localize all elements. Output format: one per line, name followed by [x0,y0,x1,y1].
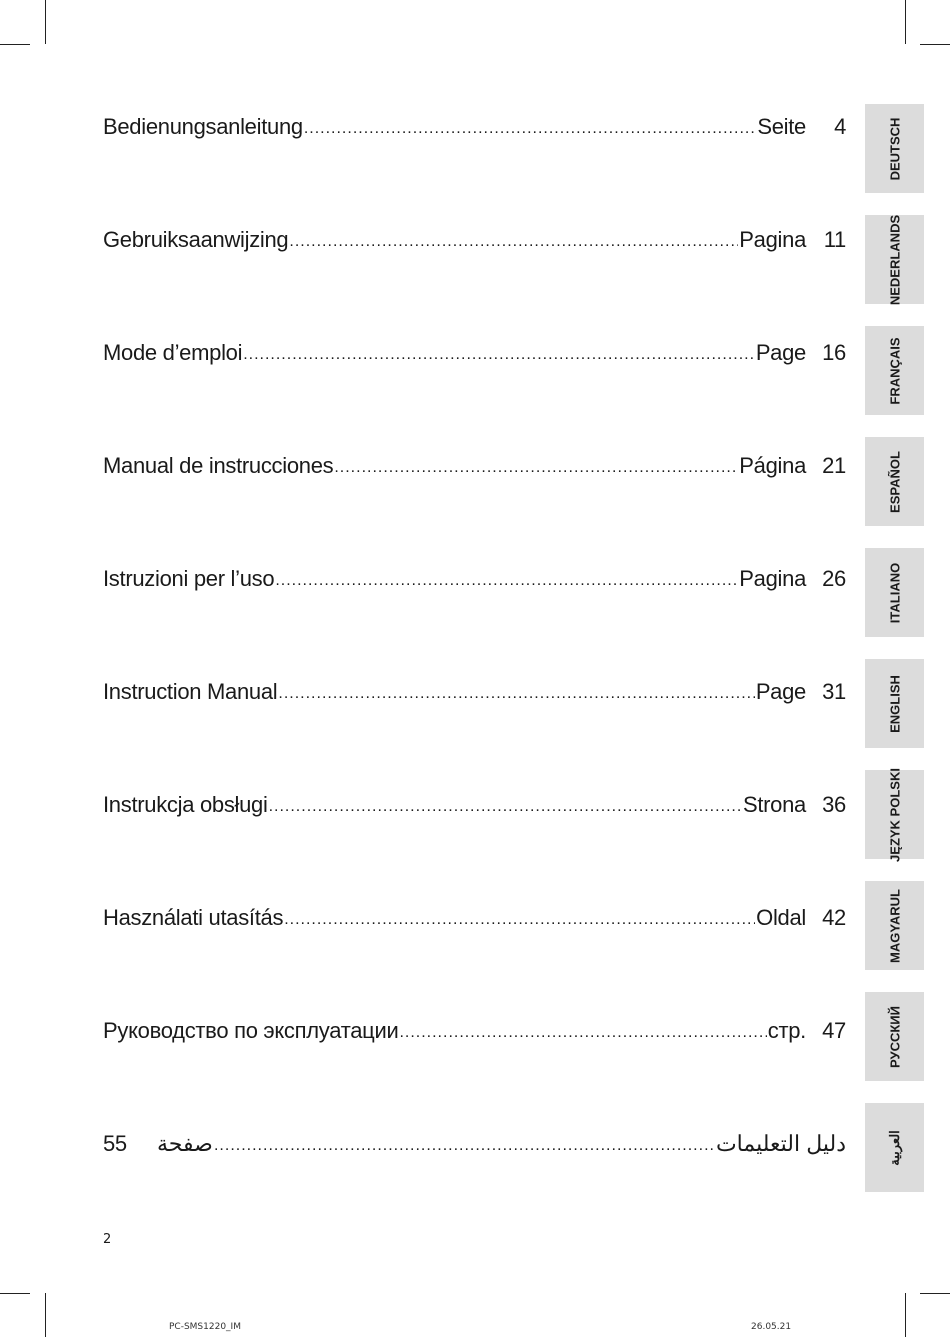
tab-label: NEDERLANDS [887,214,902,305]
language-tab-arabic[interactable] [865,1103,924,1192]
dot-leader [334,457,738,479]
crop-mark [920,44,950,45]
toc-entry-deutsch[interactable] [103,106,846,140]
crop-mark [920,1293,950,1294]
tab-label: MAGYARUL [887,888,902,963]
tab-label: العربية [886,1129,902,1166]
toc-entry-italiano[interactable] [103,558,846,592]
crop-mark [905,1293,906,1337]
toc-entry-english[interactable] [103,671,846,705]
toc-page-number: 31 [822,679,846,704]
dot-leader [269,796,742,818]
toc-title: دليل التعليمات [715,1131,846,1156]
tab-label: ITALIANO [887,562,902,623]
language-tab-espanol[interactable] [865,437,924,526]
toc-entry-espanol[interactable] [103,445,846,479]
crop-mark [0,44,30,45]
toc-title: Mode d’emploi [103,340,243,365]
toc-page-number: 36 [822,792,846,817]
tab-label: РУССКИЙ [887,1005,902,1068]
toc-title: Руководство по эксплуатации [103,1018,399,1043]
toc-entry-arabic[interactable] [103,1123,846,1157]
dot-leader [304,118,757,140]
toc-page-number: 16 [822,340,846,365]
language-tab-francais[interactable] [865,326,924,415]
toc-page-number: 21 [822,453,846,478]
language-tab-italiano[interactable] [865,548,924,637]
toc-title: Instruction Manual [103,679,278,704]
dot-leader [278,683,754,705]
toc-page-label: Oldal [756,905,806,930]
toc-entry-francais[interactable] [103,332,846,366]
toc-entry-nederlands[interactable] [103,219,846,253]
toc-page-label: صفحة [157,1131,213,1156]
dot-leader [289,231,738,253]
language-tab-english[interactable] [865,659,924,748]
tab-label: FRANÇAIS [887,336,902,405]
language-tab-russkiy[interactable] [865,992,924,1081]
toc-page-number: 55 [103,1131,127,1156]
toc-title: Használati utasítás [103,905,284,930]
toc-title: Instrukcja obsługi [103,792,268,817]
dot-leader [275,570,738,592]
print-date: 26.05.21 [751,1322,792,1332]
toc-page-label: стр. [767,1018,806,1043]
toc-page-label: Page [755,340,806,365]
language-tab-magyarul[interactable] [865,881,924,970]
document-code: PC-SMS1220_IM [169,1322,241,1332]
toc-title: Bedienungsanleitung [103,114,303,139]
page-number: 2 [103,1232,112,1247]
crop-mark [45,0,46,44]
dot-leader [243,344,755,366]
toc-page-label: Pagina [739,566,806,591]
toc-page-label: Página [739,453,806,478]
toc-entry-russkiy[interactable] [103,1010,846,1044]
tab-label: JĘZYK POLSKI [887,767,902,862]
tab-label: DEUTSCH [887,117,902,180]
toc-page-label: Page [755,679,806,704]
toc-title: Manual de instrucciones [103,453,334,478]
tab-label: ESPAÑOL [887,450,902,513]
toc-page-number: 47 [822,1018,846,1043]
toc-page-label: Strona [742,792,806,817]
tab-label: ENGLISH [887,674,902,733]
toc-page-label: Seite [757,114,806,139]
dot-leader [284,909,755,931]
toc-page-number: 11 [823,227,846,252]
toc-title: Istruzioni per l’uso [103,566,275,591]
toc-entry-polski[interactable] [103,784,846,818]
toc-page-number: 4 [834,114,846,139]
language-tab-nederlands[interactable] [865,215,924,304]
dot-leader [399,1022,766,1044]
language-tab-deutsch[interactable] [865,104,924,193]
toc-entry-magyarul[interactable] [103,897,846,931]
toc-page-label: Pagina [739,227,806,252]
language-tab-polski[interactable] [865,767,924,862]
crop-mark [45,1293,46,1337]
crop-mark [0,1293,30,1294]
toc-page-number: 42 [822,905,846,930]
crop-mark [905,0,906,44]
toc-page-number: 26 [822,566,846,591]
dot-leader [214,1135,715,1157]
toc-title: Gebruiksaanwijzing [103,227,289,252]
